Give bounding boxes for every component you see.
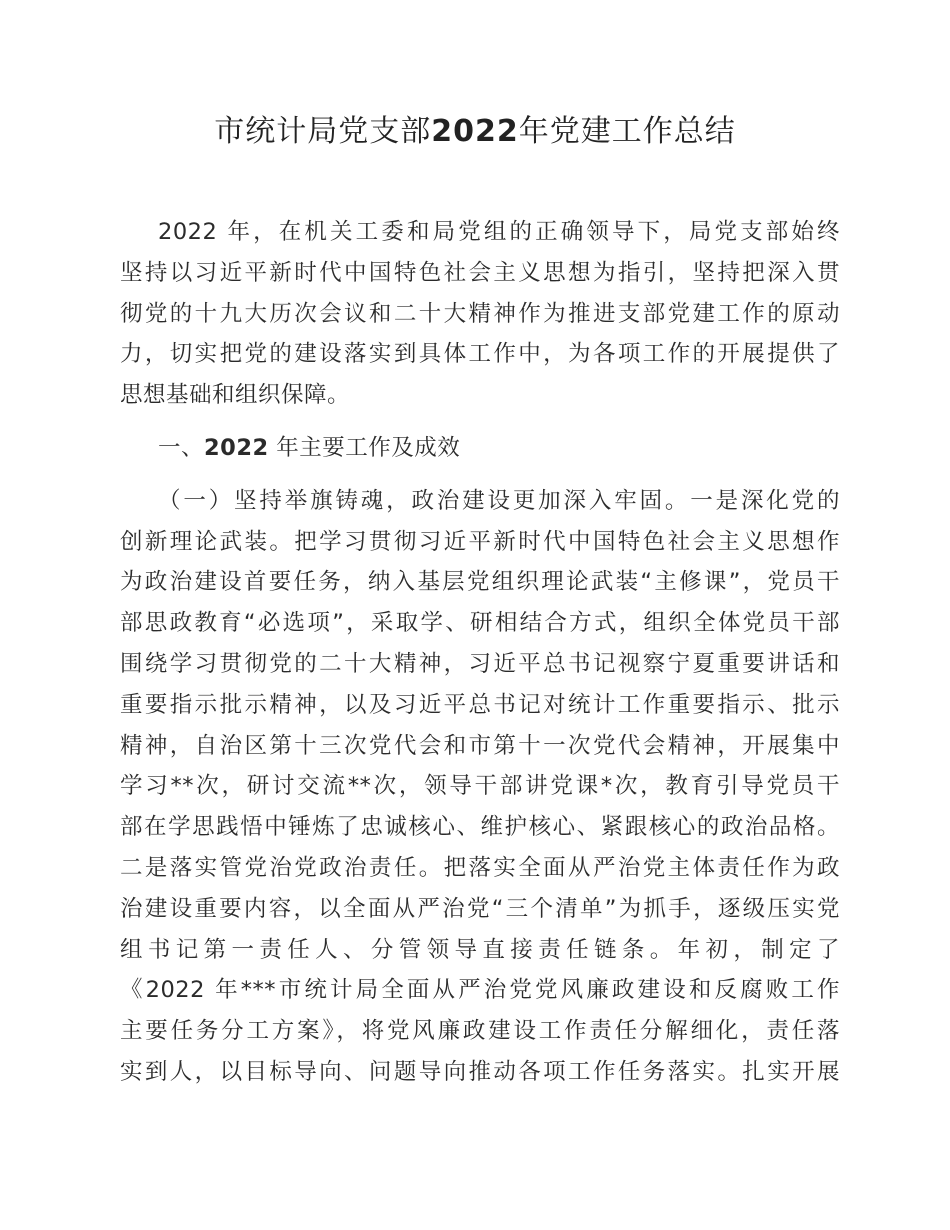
section-heading-year: 2022: [204, 434, 269, 461]
intro-line: 坚持以习近平新时代中国特色社会主义思想为指引，坚持把深入贯: [120, 259, 840, 286]
paragraph-line: 实到人，以目标导向、问题导向推动各项工作任务落实。扎实开展: [120, 1058, 840, 1085]
paragraph-line: 围绕学习贯彻党的二十大精神，习近平总书记视察宁夏重要讲话和: [120, 650, 840, 677]
intro-line: 彻党的十九大历次会议和二十大精神作为推进支部党建工作的原动: [120, 300, 840, 327]
paragraph-line: 部在学思践悟中锤炼了忠诚核心、维护核心、紧跟核心的政治品格。: [120, 814, 840, 841]
document-body: [120, 212, 840, 1093]
title-suffix: 年党建工作总结: [518, 114, 736, 149]
paragraph-line: 学习**次，研讨交流**次，领导干部讲党课*次，教育引导党员干: [120, 773, 840, 800]
intro-line: 力，切实把党的建设落实到具体工作中，为各项工作的开展提供了: [120, 341, 840, 368]
intro-line: 2022 年，在机关工委和局党组的正确领导下，局党支部始终: [158, 219, 840, 245]
document-title: [0, 108, 950, 156]
intro-line: 思想基础和组织保障。: [120, 382, 351, 409]
paragraph-line: （一）坚持举旗铸魂，政治建设更加深入牢固。一是深化党的: [158, 487, 840, 514]
paragraph-line: 二是落实管党治党政治责任。把落实全面从严治党主体责任作为政: [120, 854, 840, 881]
paragraph-line: 主要任务分工方案》，将党风廉政建设工作责任分解细化，责任落: [120, 1018, 840, 1045]
title-year: 2022: [431, 114, 519, 149]
title-prefix: 市统计局党支部: [214, 114, 432, 149]
paragraph-line: 为政治建设首要任务，纳入基层党组织理论武装“主修课”，党员干: [120, 569, 840, 596]
section-heading: [120, 428, 840, 469]
paragraph-line: 创新理论武装。把学习贯彻习近平新时代中国特色社会主义思想作: [120, 528, 840, 555]
paragraph-line: 组书记第一责任人、分管领导直接责任链条。年初，制定了: [120, 936, 840, 963]
section-heading-suffix: 年主要工作及成效: [268, 434, 461, 461]
paragraph-line: 《2022 年***市统计局全面从严治党党风廉政建设和反腐败工作: [120, 977, 840, 1004]
section-heading-prefix: 一、: [158, 434, 205, 461]
paragraph-line: 部思政教育“必选项”，采取学、研相结合方式，组织全体党员干部: [120, 610, 840, 637]
paragraph-line: 治建设重要内容，以全面从严治党“三个清单”为抓手，逐级压实党: [120, 895, 840, 922]
paragraph-line: 重要指示批示精神，以及习近平总书记对统计工作重要指示、批示: [120, 691, 840, 718]
paragraph-line: 精神，自治区第十三次党代会和市第十一次党代会精神，开展集中: [120, 732, 840, 759]
